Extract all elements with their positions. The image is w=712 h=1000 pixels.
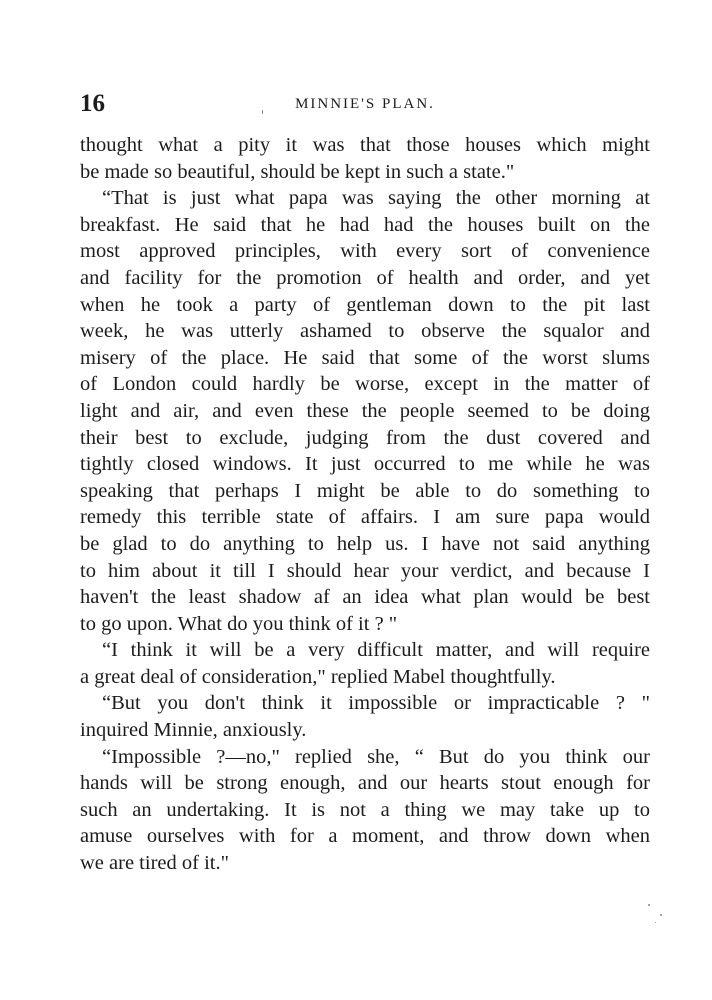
text-line: their best to exclude, judging from the dust covered and (80, 426, 650, 449)
paragraph (80, 744, 650, 877)
paragraph (80, 637, 650, 690)
paragraph (80, 690, 650, 743)
paper-speck (262, 110, 263, 114)
text-line: such an undertaking. It is not a thing we may take up to (80, 798, 650, 821)
paragraph (80, 185, 650, 637)
text-line: amuse ourselves with for a moment, and throw down when (80, 825, 650, 848)
book-page (80, 84, 650, 877)
running-head: MINNIE'S PLAN. (295, 96, 435, 112)
text-line: most approved principles, with every sort of convenience (80, 240, 650, 263)
text-line: remedy this terrible state of affairs. I am sure papa would (80, 506, 650, 529)
text-line: hands will be strong enough, and our hearts stout enough for (80, 772, 650, 795)
text-line: a great deal of consideration," replied Mabel thoughtfully. (80, 665, 556, 688)
text-line: we are tired of it." (80, 852, 229, 875)
paper-speck (660, 914, 662, 916)
text-line: “Impossible ?—no," replied she, “ But do you think our (102, 745, 650, 768)
text-line: tightly closed windows. It just occurred to me while he was (80, 453, 650, 476)
paper-speck (648, 904, 650, 906)
page-number: 16 (80, 90, 105, 117)
text-line: to go upon. What do you think of it ? " (80, 612, 398, 635)
text-line: light and air, and even these the people seemed to be doing (80, 399, 650, 422)
page-header (80, 84, 650, 124)
body-text (80, 132, 650, 877)
paper-speck (655, 922, 656, 923)
text-line: week, he was utterly ashamed to observe the squalor and (80, 320, 650, 343)
text-line: be made so beautiful, should be kept in such a state." (80, 160, 515, 183)
text-line: “I think it will be a very difficult matter, and will require (102, 639, 650, 662)
text-line: inquired Minnie, anxiously. (80, 719, 307, 742)
text-line: of London could hardly be worse, except in the matter of (80, 373, 650, 396)
text-line: and facility for the promotion of health and order, and yet (80, 266, 650, 289)
text-line: “That is just what papa was saying the other morning at (102, 187, 650, 210)
text-line: breakfast. He said that he had had the houses built on the (80, 213, 650, 236)
text-line: haven't the least shadow af an idea what plan would be best (80, 586, 650, 609)
text-line: when he took a party of gentleman down to the pit last (80, 293, 650, 316)
paragraph (80, 132, 650, 185)
text-line: be glad to do anything to help us. I have not said anything (80, 532, 650, 555)
text-line: misery of the place. He said that some of the worst slums (80, 346, 650, 369)
text-line: to him about it till I should hear your verdict, and because I (80, 559, 650, 582)
text-line: speaking that perhaps I might be able to do something to (80, 479, 650, 502)
text-line: “But you don't think it impossible or impracticable ? " (102, 692, 650, 715)
text-line: thought what a pity it was that those houses which might (80, 134, 650, 156)
